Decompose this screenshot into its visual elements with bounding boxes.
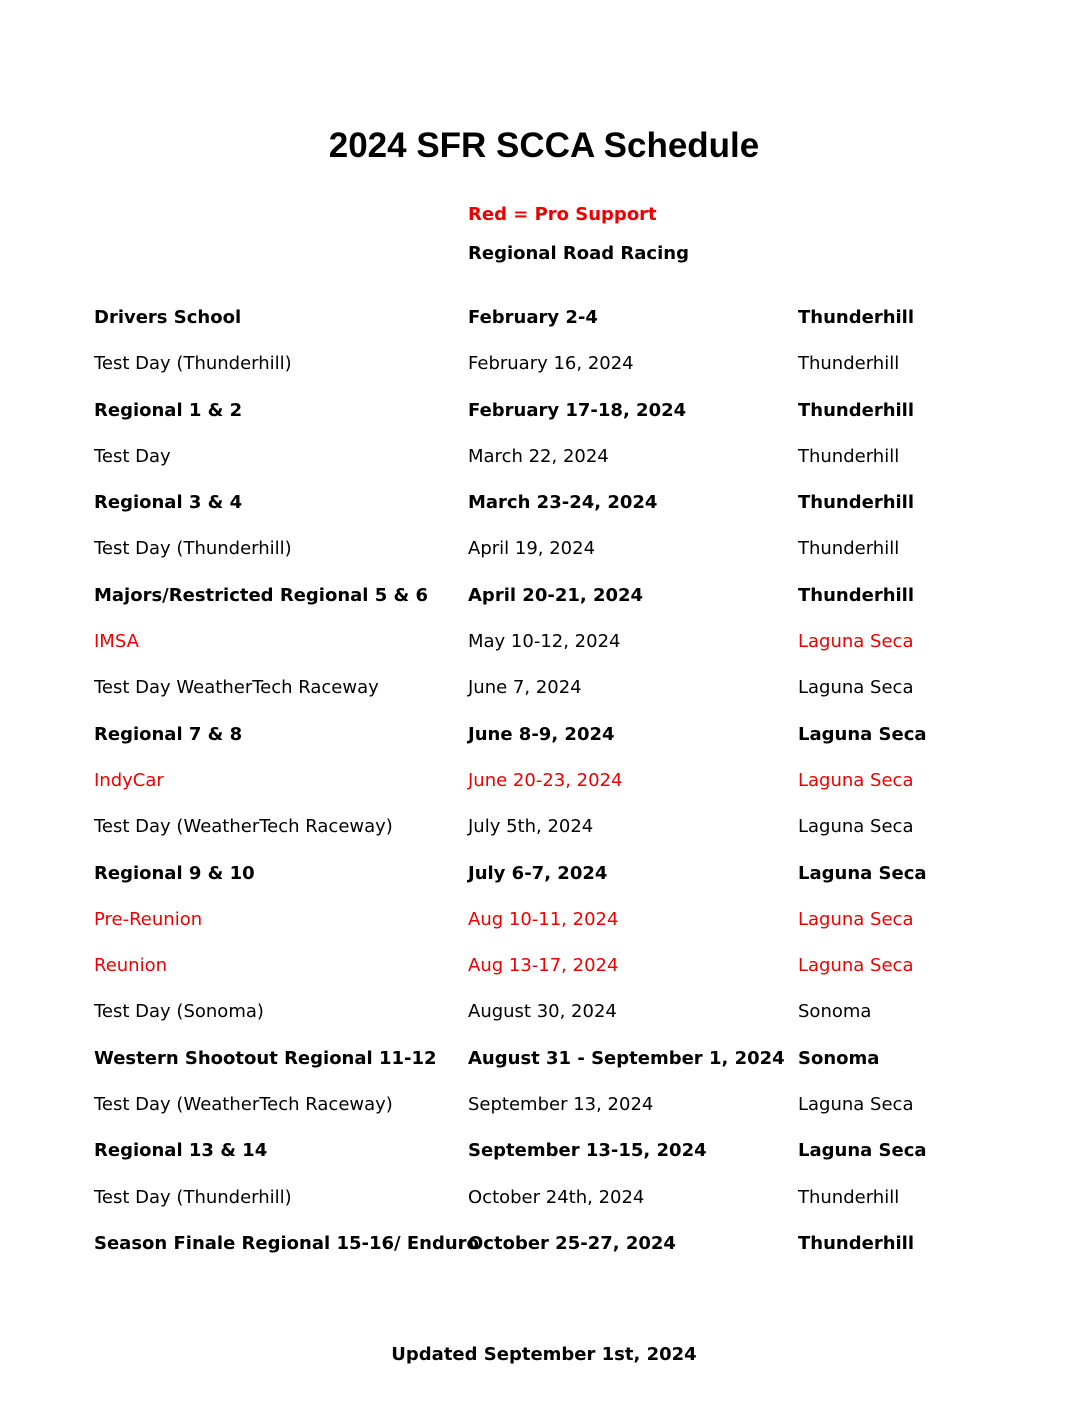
event-date: October 25-27, 2024 <box>468 1232 676 1254</box>
event-date: September 13, 2024 <box>468 1094 654 1116</box>
section-subtitle: Regional Road Racing <box>468 243 689 264</box>
event-venue: Laguna Seca <box>798 723 927 745</box>
event-date: August 31 - September 1, 2024 <box>468 1047 785 1069</box>
schedule-row <box>0 446 1088 492</box>
event-date: May 10-12, 2024 <box>468 631 621 653</box>
event-date: March 22, 2024 <box>468 445 609 467</box>
schedule-row <box>0 1048 1088 1094</box>
event-date: July 5th, 2024 <box>468 816 594 838</box>
schedule-row <box>0 909 1088 955</box>
event-name: Regional 1 & 2 <box>94 399 243 421</box>
event-venue: Thunderhill <box>798 1186 900 1208</box>
schedule-row <box>0 353 1088 399</box>
event-name: Test Day (Thunderhill) <box>94 353 292 375</box>
event-venue: Thunderhill <box>798 307 915 328</box>
event-date: April 20-21, 2024 <box>468 584 644 606</box>
event-name: Reunion <box>94 955 168 977</box>
event-venue: Thunderhill <box>798 1232 915 1254</box>
schedule-row <box>0 724 1088 770</box>
event-name: Majors/Restricted Regional 5 & 6 <box>94 584 428 606</box>
schedule-row <box>0 1001 1088 1047</box>
event-name: Test Day (Thunderhill) <box>94 1186 292 1208</box>
event-name: Regional 3 & 4 <box>94 492 243 514</box>
event-date: July 6-7, 2024 <box>468 862 608 884</box>
event-date: October 24th, 2024 <box>468 1186 645 1208</box>
event-name: IMSA <box>94 631 139 653</box>
schedule-table <box>0 307 1088 1279</box>
page-title: 2024 SFR SCCA Schedule <box>328 126 760 165</box>
event-venue: Laguna Seca <box>798 816 914 838</box>
schedule-row <box>0 1233 1088 1279</box>
event-name: Western Shootout Regional 11-12 <box>94 1047 437 1069</box>
event-name: Season Finale Regional 15-16/ Enduro <box>94 1232 479 1254</box>
schedule-row <box>0 400 1088 446</box>
event-venue: Laguna Seca <box>798 908 914 930</box>
event-venue: Laguna Seca <box>798 769 914 791</box>
event-venue: Sonoma <box>798 1001 872 1023</box>
event-date: February 2-4 <box>468 307 598 328</box>
event-venue: Thunderhill <box>798 492 915 514</box>
legend-pro-support: Red = Pro Support <box>468 204 657 225</box>
event-name: Test Day (WeatherTech Raceway) <box>94 1094 393 1116</box>
event-venue: Laguna Seca <box>798 1094 914 1116</box>
schedule-row <box>0 585 1088 631</box>
schedule-row <box>0 863 1088 909</box>
schedule-row <box>0 955 1088 1001</box>
schedule-row <box>0 770 1088 816</box>
event-name: Pre-Reunion <box>94 908 203 930</box>
event-date: June 8-9, 2024 <box>468 723 615 745</box>
event-name: Test Day (WeatherTech Raceway) <box>94 816 393 838</box>
event-venue: Thunderhill <box>798 353 900 375</box>
event-date: September 13-15, 2024 <box>468 1140 707 1162</box>
event-name: IndyCar <box>94 769 164 791</box>
event-name: Test Day <box>94 445 171 467</box>
event-date: March 23-24, 2024 <box>468 492 658 514</box>
schedule-row <box>0 492 1088 538</box>
event-venue: Thunderhill <box>798 584 915 606</box>
event-name: Regional 7 & 8 <box>94 723 243 745</box>
event-name: Regional 13 & 14 <box>94 1140 268 1162</box>
event-name: Test Day WeatherTech Raceway <box>94 677 379 699</box>
event-date: June 20-23, 2024 <box>468 769 623 791</box>
event-name: Regional 9 & 10 <box>94 862 255 884</box>
event-venue: Laguna Seca <box>798 862 927 884</box>
schedule-row <box>0 307 1088 353</box>
event-date: February 17-18, 2024 <box>468 399 687 421</box>
schedule-row <box>0 1094 1088 1140</box>
schedule-row <box>0 1140 1088 1186</box>
event-date: June 7, 2024 <box>468 677 582 699</box>
event-venue: Laguna Seca <box>798 631 914 653</box>
updated-note: Updated September 1st, 2024 <box>391 1344 697 1365</box>
event-name: Drivers School <box>94 307 242 328</box>
event-venue: Thunderhill <box>798 445 900 467</box>
schedule-row <box>0 631 1088 677</box>
schedule-row <box>0 538 1088 584</box>
event-venue: Sonoma <box>798 1047 880 1069</box>
event-venue: Laguna Seca <box>798 677 914 699</box>
schedule-row <box>0 677 1088 723</box>
event-venue: Laguna Seca <box>798 955 914 977</box>
event-date: Aug 10-11, 2024 <box>468 908 619 930</box>
schedule-row <box>0 1187 1088 1233</box>
schedule-row <box>0 816 1088 862</box>
event-name: Test Day (Sonoma) <box>94 1001 264 1023</box>
event-date: February 16, 2024 <box>468 353 634 375</box>
event-name: Test Day (Thunderhill) <box>94 538 292 560</box>
event-venue: Thunderhill <box>798 538 900 560</box>
event-venue: Thunderhill <box>798 399 915 421</box>
event-date: August 30, 2024 <box>468 1001 617 1023</box>
event-date: Aug 13-17, 2024 <box>468 955 619 977</box>
event-venue: Laguna Seca <box>798 1140 927 1162</box>
event-date: April 19, 2024 <box>468 538 596 560</box>
